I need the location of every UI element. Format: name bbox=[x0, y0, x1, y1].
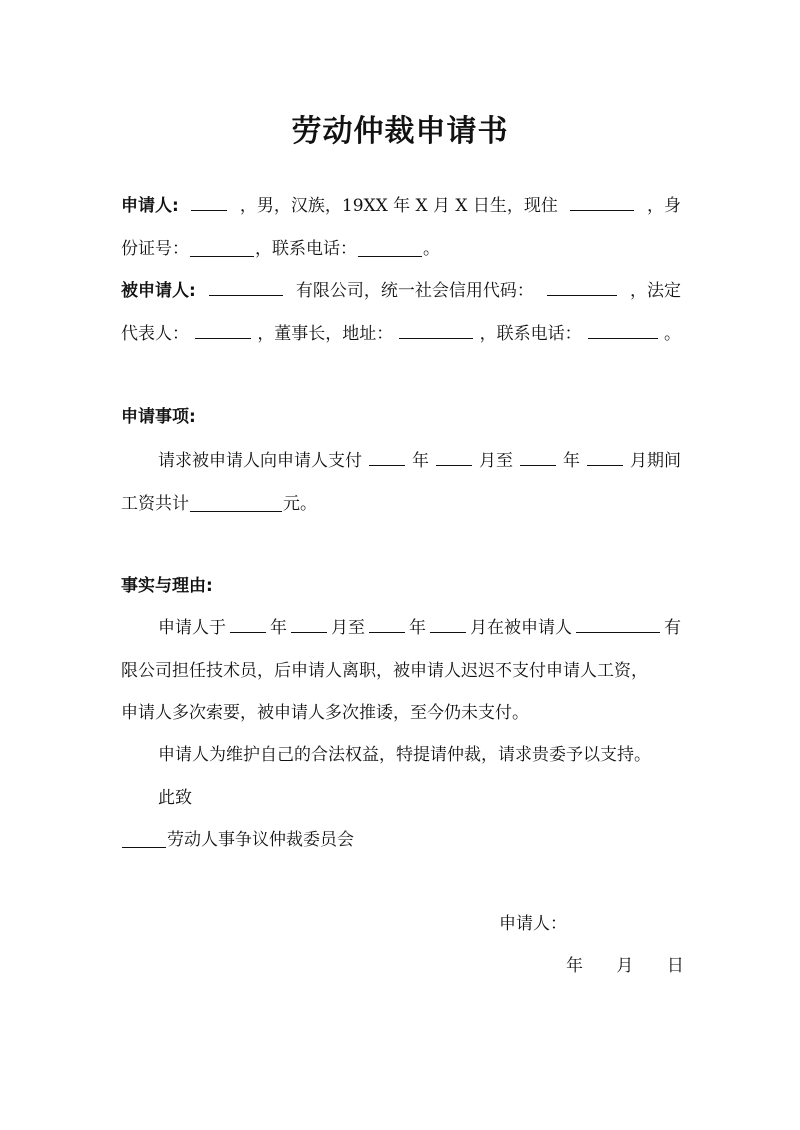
period: 。 bbox=[663, 324, 681, 344]
credit-code-blank bbox=[547, 277, 617, 296]
date-year: 年 bbox=[566, 956, 583, 976]
facts-text-end: 有 bbox=[664, 618, 681, 638]
year-label: 年 bbox=[563, 451, 580, 471]
wage-amount-blank bbox=[190, 493, 282, 512]
credit-code-label: 有限公司，统一社会信用代码： bbox=[295, 281, 534, 301]
facts-line-4: 申请人为维护自己的合法权益，特提请仲裁，请求贵委予以支持。 bbox=[158, 745, 651, 765]
signature-label: 申请人： bbox=[499, 914, 567, 934]
month-blank bbox=[436, 447, 472, 466]
year-blank bbox=[230, 614, 266, 633]
applicant-line-1 bbox=[121, 192, 681, 220]
signature-date bbox=[566, 952, 684, 980]
facts-text-start: 申请人于 bbox=[158, 618, 226, 638]
company-blank bbox=[576, 614, 660, 633]
committee-line bbox=[121, 826, 681, 854]
phone-blank bbox=[358, 238, 422, 257]
applicant-text-2: ，身 bbox=[647, 196, 681, 216]
legal-rep-blank bbox=[195, 320, 251, 339]
address-blank bbox=[570, 192, 634, 211]
applicant-line-2 bbox=[121, 235, 681, 263]
respondent-line-1 bbox=[121, 277, 681, 305]
phone-label: ，联系电话： bbox=[255, 239, 357, 259]
applicant-name-blank bbox=[191, 192, 227, 211]
claims-text: 请求被申请人向申请人支付 bbox=[158, 451, 362, 471]
respondent-line-2 bbox=[121, 320, 681, 348]
address-label: ，董事长，地址： bbox=[257, 324, 394, 344]
month-to-label: 月至 bbox=[479, 451, 513, 471]
company-blank bbox=[209, 277, 283, 296]
applicant-text-1: ，男，汉族，19XX 年 X 月 X 日生，现住 bbox=[239, 196, 558, 216]
committee-name: 劳动人事争议仲裁委员会 bbox=[167, 830, 354, 850]
month-blank bbox=[430, 614, 466, 633]
period: 。 bbox=[423, 239, 440, 259]
month-blank bbox=[291, 614, 327, 633]
year-blank bbox=[369, 447, 405, 466]
wage-total-label: 工资共计 bbox=[121, 494, 189, 514]
month-blank bbox=[587, 447, 623, 466]
respondent-phone-blank bbox=[588, 320, 658, 339]
respondent-address-blank bbox=[399, 320, 473, 339]
year-label: 年 bbox=[409, 618, 426, 638]
date-month: 月 bbox=[616, 956, 634, 976]
applicant-label: 申请人: bbox=[121, 196, 179, 216]
currency-label: 元。 bbox=[283, 494, 317, 514]
claims-line-1 bbox=[158, 447, 681, 475]
facts-line-3: 申请人多次索要，被申请人多次推诿，至今仍未支付。 bbox=[121, 703, 529, 723]
month-to-label: 月至 bbox=[331, 618, 365, 638]
facts-respondent-label: 月在被申请人 bbox=[470, 618, 572, 638]
year-blank bbox=[520, 447, 556, 466]
year-label: 年 bbox=[412, 451, 429, 471]
claims-line-2 bbox=[121, 490, 681, 518]
claims-heading: 申请事项: bbox=[121, 407, 196, 427]
respondent-label: 被申请人: bbox=[121, 281, 196, 301]
year-blank bbox=[369, 614, 405, 633]
id-number-label: 份证号： bbox=[121, 239, 189, 259]
respondent-phone-label: ，联系电话： bbox=[479, 324, 582, 344]
closing-salutation: 此致 bbox=[158, 788, 192, 808]
document-title: 劳动仲裁申请书 bbox=[291, 114, 509, 149]
facts-heading: 事实与理由: bbox=[121, 576, 213, 596]
facts-line-1 bbox=[158, 614, 681, 642]
legal-rep-label: 代表人： bbox=[121, 324, 189, 344]
id-number-blank bbox=[190, 238, 254, 257]
committee-region-blank bbox=[122, 829, 166, 848]
date-day: 日 bbox=[666, 956, 684, 976]
period-label: 月期间 bbox=[630, 451, 681, 471]
facts-line-2: 限公司担任技术员，后申请人离职，被申请人迟迟不支付申请人工资， bbox=[121, 661, 648, 681]
legal-rep-label-start: ，法定 bbox=[630, 281, 681, 301]
year-label: 年 bbox=[270, 618, 287, 638]
